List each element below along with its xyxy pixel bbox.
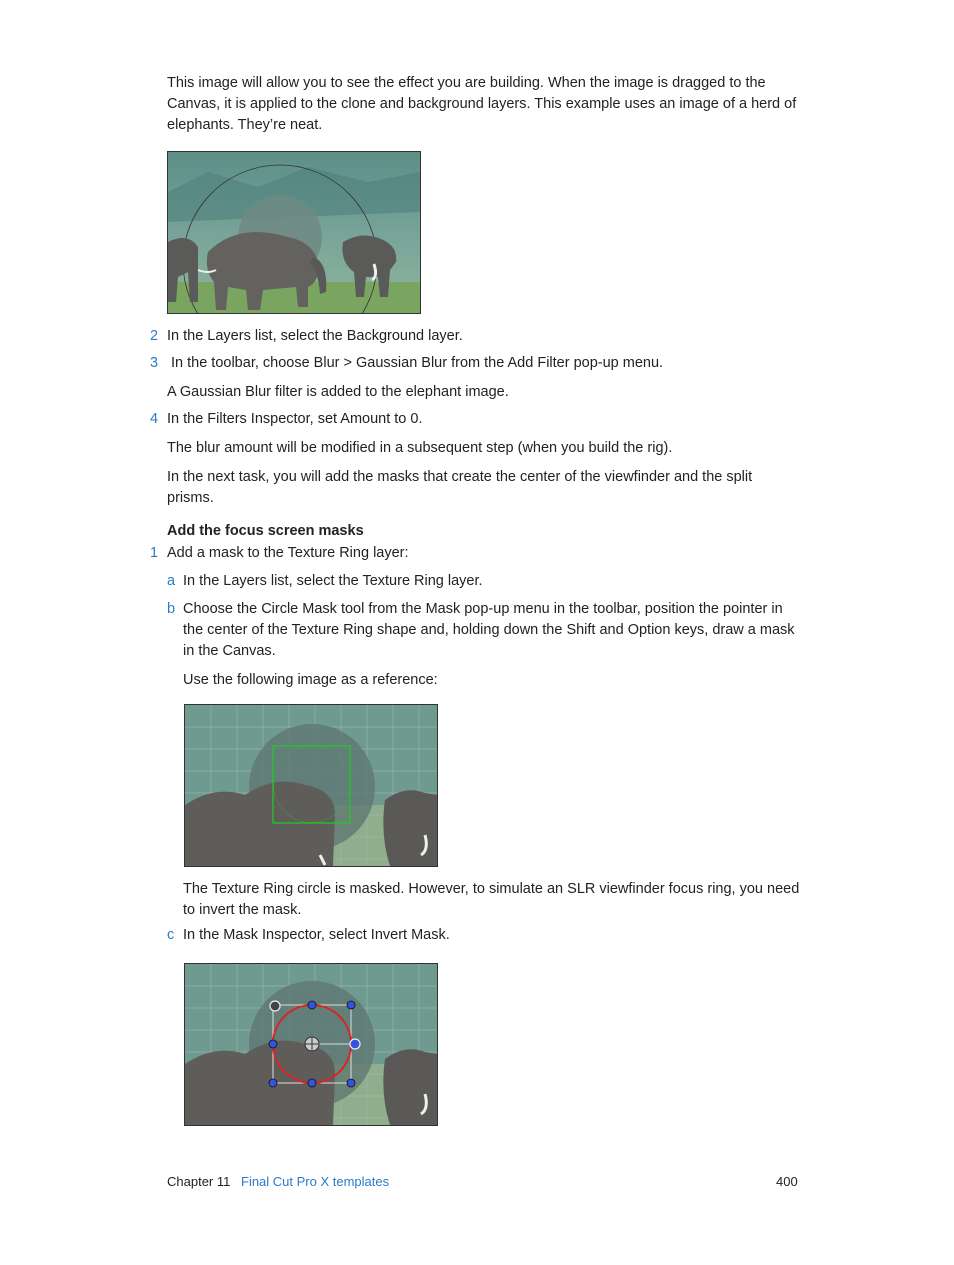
footer-chapter-title-link[interactable]: Final Cut Pro X templates [241, 1174, 390, 1189]
figure-elephants-ring [167, 151, 421, 314]
step-text: In the toolbar, choose Blur > Gaussian Blur from the Add Filter pop-up menu. [171, 355, 664, 371]
note-blur-added: A Gaussian Blur filter is added to the elephant image. [167, 384, 509, 400]
substep-letter: b [167, 601, 176, 617]
figure-mask-green [184, 704, 438, 867]
step-text: In the Layers list, select the Background layer. [167, 328, 463, 344]
footer-page-number: 400 [776, 1174, 798, 1189]
step-number: 1 [150, 545, 159, 561]
section-heading: Add the focus screen masks [167, 523, 364, 539]
substep-text: In the Layers list, select the Texture Ring layer. [183, 573, 483, 589]
substep-letter: c [167, 927, 175, 943]
substep-text: In the Mask Inspector, select Invert Mask. [183, 927, 450, 943]
step-number: 3 [150, 355, 159, 371]
figure-mask-red [184, 963, 438, 1126]
intro-paragraph: This image will allow you to see the effect you are building. When the image is dragged to the Canvas, it is applied to the clone and background layers. This example uses an image of a herd of elephants. They’re neat. [167, 75, 797, 133]
footer-chapter: Chapter 11 [167, 1174, 231, 1189]
note-next-task: In the next task, you will add the masks that create the center of the viewfinder and the split prisms. [167, 469, 753, 506]
substep-text: Choose the Circle Mask tool from the Mask pop-up menu in the toolbar, position the pointer in the center of the Texture Ring shape and, holding down the Shift and Option keys, draw a mask in the Canvas. [183, 601, 795, 659]
substep-letter: a [167, 573, 176, 589]
step-text: Add a mask to the Texture Ring layer: [167, 545, 409, 561]
step-text: In the Filters Inspector, set Amount to 0. [167, 411, 423, 427]
note-reference: Use the following image as a reference: [183, 672, 438, 688]
note-blur-amount: The blur amount will be modified in a subsequent step (when you build the rig). [167, 440, 673, 456]
step-number: 2 [150, 328, 159, 344]
step-number: 4 [150, 411, 159, 427]
note-masked: The Texture Ring circle is masked. However, to simulate an SLR viewfinder focus ring, you need to invert the mask. [183, 881, 800, 918]
